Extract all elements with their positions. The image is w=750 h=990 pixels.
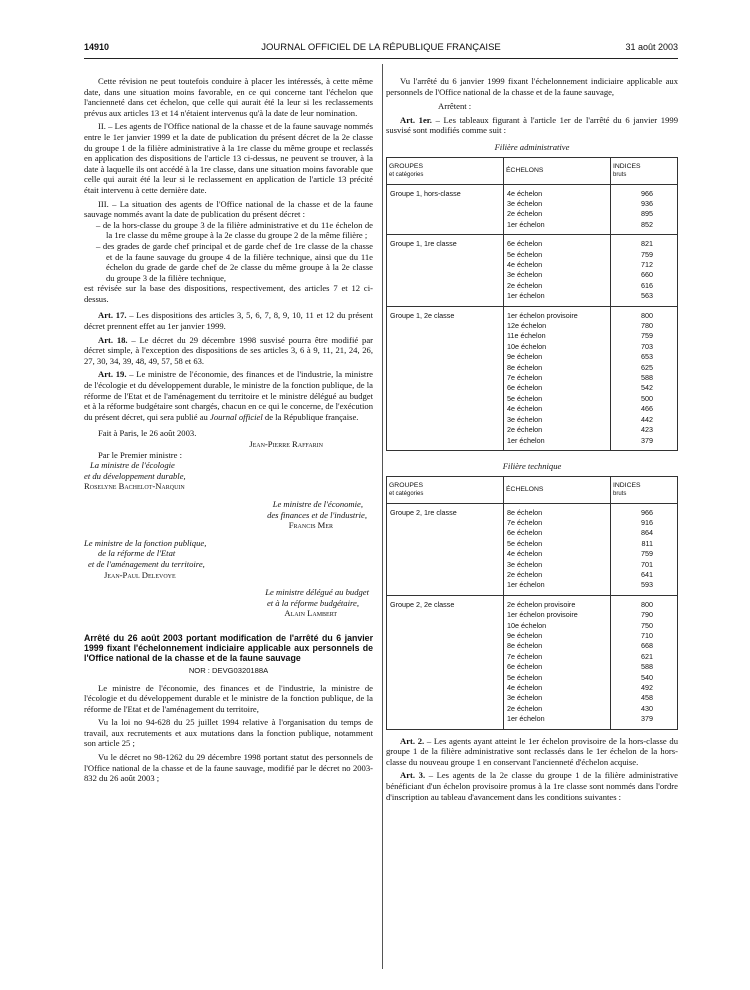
indice-cell (611, 306, 678, 450)
article-18 (84, 335, 373, 367)
indice-value: 710 (641, 630, 653, 640)
indice-value: 759 (641, 549, 653, 559)
signatory-title: La ministre de l'écologie (90, 460, 175, 471)
indice-value: 540 (641, 672, 653, 682)
indice-value: 703 (641, 341, 653, 351)
paragraph: Vu la loi no 94-628 du 25 juillet 1994 relative à l'organisation du temps de travail, aux recrutements et aux mutations dans la fonction publique, notamment son article 25 ; (84, 717, 373, 749)
column-header-echelons: ÉCHELONS (504, 157, 611, 184)
echelon-label: 1er échelon (507, 580, 545, 590)
indice-value: 811 (641, 538, 653, 548)
echelon-label: 4e échelon (507, 549, 543, 559)
echelon-label: 3e échelon (507, 559, 543, 569)
article-2 (386, 736, 678, 768)
echelon-label: 8e échelon (507, 507, 543, 517)
left-column (84, 76, 373, 784)
indice-cell (611, 503, 678, 595)
echelon-label: 4e échelon (507, 188, 543, 198)
indice-value: 588 (641, 373, 653, 383)
article-19 (84, 369, 373, 422)
signatory-title: Le ministre de l'économie, (272, 498, 363, 509)
signatory-title: et de l'aménagement du territoire, (88, 558, 205, 569)
indice-value: 588 (641, 662, 653, 672)
article-label: Art. 2. (400, 735, 425, 746)
signatory-title: et à la réforme budgétaire, (266, 597, 359, 608)
table-row (387, 235, 678, 306)
section-heading-admin: Filière administrative (494, 141, 570, 152)
page-header (84, 42, 678, 56)
echelon-label: 1er échelon provisoire (507, 310, 578, 320)
tech-table (386, 476, 678, 730)
column-header-groupes: GROUPES et catégories (387, 157, 504, 184)
article-text: – Les agents ayant atteint le 1er échelon provisoire de la hors-classe du groupe 1 de la filière administrative sont reclassés dans le 1er échelon de la hors-classe du nouveau groupe 1 en conservant l'ancienneté d'échelon acquise. (386, 735, 678, 767)
echelon-label: 4e échelon (507, 683, 543, 692)
echelon-label: 2e échelon (507, 425, 543, 435)
indice-value: 780 (641, 321, 653, 331)
indice-value: 430 (641, 703, 653, 713)
echelon-label: 2e échelon (507, 703, 543, 713)
article-label: Art. 19. (98, 369, 127, 380)
article-text: – Le décret du 29 décembre 1998 susvisé pourra être modifié par décret simple, à l'exception des dispositions de ses articles 3, 6 à 9, 11, 21, 24, 26, 27, 30, 34, 39, 48, 49, 57, 58 et 63. (84, 334, 373, 366)
indice-value: 800 (641, 599, 653, 609)
indice-value: 542 (641, 383, 653, 393)
indice-cell (611, 595, 678, 729)
paragraph: II. – Les agents de l'Office national de la chasse et de la faune sauvage nommés entre le 1er janvier 1999 et la date de publication du présent décret de la 2e classe du groupe 1 de la filière administrative à la 1re classe du même groupe et reclassés en application des dispositions de l'article 13 ci-dessus, ne peuvent se trouver, à la date à laquelle ils ont accédé à la 1re classe, dans une situation moins favorable que celle qui aurait été la leur si le reclassement en application de l'article 13 précité était intervenu à cette dernière date. (84, 121, 373, 195)
echelon-label: 3e échelon (507, 198, 543, 208)
column-header-groupes: GROUPES et catégories (387, 476, 504, 503)
signatory-title: et du développement durable, (84, 470, 186, 481)
echelon-label: 6e échelon (507, 528, 543, 538)
indice-value: 563 (641, 291, 653, 301)
echelon-label: 5e échelon (507, 393, 543, 403)
indice-value: 821 (641, 239, 653, 249)
article-text: – Le ministre de l'économie, des finances et de l'industrie, la ministre de l'écologie et du développement durable, le ministre de la fonction publique, de la réforme de l'Etat et de l'aménagement du territoire et le ministre délégué au budget et à la réforme budgétaire sont chargés, chacun en ce qui le concerne, de l'exécution du présent décret, qui sera publié au (84, 369, 373, 422)
group-cell (387, 306, 504, 450)
echelon-label: 8e échelon (507, 641, 543, 651)
table-row (387, 595, 678, 729)
signatory-title: des finances et de l'industrie, (267, 509, 367, 520)
indice-value: 800 (641, 310, 653, 320)
indice-value: 712 (641, 260, 653, 269)
echelon-label: 2e échelon (507, 569, 543, 579)
echelon-cell (504, 184, 611, 235)
article-label: Art. 3. (400, 770, 426, 781)
issue-date: 31 août 2003 (625, 42, 678, 52)
indice-value: 759 (641, 249, 653, 259)
signatory-name: Roselyne Bachelot-Narquin (84, 481, 185, 492)
group-cell (387, 235, 504, 306)
column-header-indices: INDICES bruts (611, 157, 678, 184)
indice-value: 895 (641, 209, 653, 219)
journal-officiel: Journal officiel (210, 411, 263, 422)
group-cell (387, 595, 504, 729)
list-item: – des grades de garde chef principal et de garde chef de 1re classe de la chasse et de la faune sauvage du groupe 4 de la filière technique, ainsi que du 11e échelon du grade de garde chef de 2e classe du même groupe à la 2e classe du groupe 3 de la filière technique, (96, 240, 373, 283)
admin-table (386, 157, 678, 451)
echelon-label: 10e échelon (507, 620, 547, 630)
paragraph: Le ministre de l'économie, des finances et de l'industrie, la ministre de l'écologie et du développement durable et le ministre de la fonction publique, de la réforme de l'Etat et de l'aménagement du territoire, (84, 682, 373, 714)
group-label: Groupe 1, 2e classe (390, 310, 455, 320)
indice-value: 458 (641, 693, 653, 703)
signature-pm: Jean-Pierre Raffarin (249, 439, 323, 449)
echelon-label: 7e échelon (507, 517, 543, 527)
echelon-label: 3e échelon (507, 270, 543, 280)
paragraph: Cette révision ne peut toutefois conduire à placer les intéressés, à cette même date, dans une situation moins favorable, en ce qui concerne tant l'échelon que l'ancienneté dans cet échelon, que celle qui aurait été la leur si les reclassements prévus aux articles 13 et 14 n'étaient intervenus qu'à la date de leur nomination. (84, 76, 373, 118)
group-label: Groupe 1, hors-classe (390, 188, 461, 198)
header-rule (84, 58, 678, 59)
section-heading-tech: Filière technique (502, 460, 562, 471)
journal-title: JOURNAL OFFICIEL DE LA RÉPUBLIQUE FRANÇAISE (261, 42, 501, 53)
indice-value: 936 (641, 198, 653, 208)
echelon-cell (504, 503, 611, 595)
paragraph: III. – La situation des agents de l'Office national de la chasse et de la faune sauvage nommés avant la date de publication du présent décret : (84, 198, 373, 220)
article-label: Art. 17. (98, 310, 127, 321)
indice-value: 653 (641, 352, 653, 362)
indice-value: 500 (641, 393, 653, 403)
signatory-title: Le ministre délégué au budget (265, 587, 369, 598)
echelon-label: 5e échelon (507, 249, 543, 259)
paragraph: est révisée sur la base des dispositions, respectivement, des articles 7 et 12 ci-dessus. (84, 283, 373, 304)
indice-value: 593 (641, 580, 653, 590)
article-label: Art. 18. (98, 334, 128, 345)
article-17 (84, 310, 373, 331)
indice-value: 616 (641, 280, 653, 290)
echelon-label: 4e échelon (507, 260, 543, 269)
echelon-label: 10e échelon (507, 341, 547, 351)
list-item: – de la hors-classe du groupe 3 de la filière administrative et du 11e échelon de la 1re classe du même groupe à la 2e classe du groupe 2 de la même filière ; (96, 219, 373, 241)
article-text: – Les agents de la 2e classe du groupe 1 de la filière administrative bénéficiant d'un échelon provisoire promus à la 1re classe sont nommés dans l'ordre d'inscription au tableau d'avancement dans les conditions suivantes : (386, 770, 678, 802)
paragraph: Vu le décret no 98-1262 du 29 décembre 1998 portant statut des personnels de l'Office national de la chasse et de la faune sauvage, modifié par le décret no 2003-832 du 26 août 2003 ; (84, 752, 373, 784)
indice-value: 621 (641, 651, 653, 661)
par-premier-ministre: Par le Premier ministre : (98, 449, 183, 460)
echelon-label: 2e échelon (507, 280, 543, 290)
echelon-label: 1er échelon (507, 435, 545, 445)
group-cell (387, 503, 504, 595)
nor-reference: NOR : DEVG0320188A (188, 665, 269, 675)
indice-cell (611, 184, 678, 235)
signatory-name: Francis Mer (288, 520, 333, 531)
indice-value: 442 (641, 414, 653, 424)
echelon-label: 6e échelon (507, 662, 543, 672)
echelon-label: 8e échelon (507, 362, 543, 372)
echelon-label: 12e échelon (507, 321, 547, 331)
echelon-label: 1er échelon (507, 219, 545, 229)
echelon-label: 1er échelon (507, 291, 545, 301)
paragraph: Vu l'arrêté du 6 janvier 1999 fixant l'échelonnement indiciaire applicable aux personnels de l'Office national de la chasse et de la faune sauvage, (386, 76, 678, 97)
echelon-cell (504, 306, 611, 450)
arrete-title: Arrêté du 26 août 2003 portant modification de l'arrêté du 6 janvier 1999 fixant l'échelonnement indiciaire applicable aux personnels de l'Office national de la chasse et de la faune sauvage (84, 632, 373, 663)
echelon-label: 5e échelon (507, 672, 543, 682)
echelon-label: 2e échelon (507, 209, 543, 219)
indice-value: 660 (641, 270, 653, 280)
echelon-label: 6e échelon (507, 383, 543, 393)
indice-value: 790 (641, 610, 653, 620)
arretent: Arrêtent : (438, 101, 472, 112)
echelon-label: 6e échelon (507, 239, 543, 249)
table-row (387, 306, 678, 450)
fait-a-paris: Fait à Paris, le 26 août 2003. (98, 428, 197, 439)
indice-value: 864 (641, 528, 653, 538)
table-row (387, 503, 678, 595)
echelon-label: 7e échelon (507, 373, 543, 383)
page-number: 14910 (84, 42, 110, 52)
article-3 (386, 770, 678, 802)
indice-value: 625 (641, 362, 653, 372)
indice-value: 423 (641, 425, 653, 435)
echelon-label: 1er échelon provisoire (507, 610, 578, 620)
indice-cell (611, 235, 678, 306)
group-cell (387, 184, 504, 235)
article-text: – Les dispositions des articles 3, 5, 6, 7, 8, 9, 10, 11 et 12 du présent décret prennent effet au 1er janvier 1999. (84, 310, 373, 332)
echelon-label: 1er échelon (507, 714, 545, 724)
indice-value: 492 (641, 683, 653, 692)
group-label: Groupe 2, 2e classe (390, 599, 455, 609)
indice-value: 852 (641, 219, 653, 229)
indice-value: 701 (641, 559, 653, 569)
signatory-title: de la réforme de l'Etat (98, 548, 176, 559)
echelon-label: 4e échelon (507, 404, 543, 414)
indice-value: 379 (641, 435, 653, 445)
signatory-name: Alain Lambert (284, 608, 337, 619)
indice-value: 966 (641, 188, 653, 198)
column-header-echelons: ÉCHELONS (504, 476, 611, 503)
echelon-label: 11e échelon (507, 331, 546, 341)
table-row (387, 184, 678, 235)
article-text: de la République française. (262, 411, 359, 422)
indice-value: 750 (641, 620, 653, 630)
indice-value: 916 (641, 517, 653, 527)
indice-value: 668 (641, 641, 653, 651)
article-1 (386, 115, 678, 136)
column-header-indices: INDICES bruts (611, 476, 678, 503)
signatory-title: Le ministre de la fonction publique, (84, 537, 207, 548)
indice-value: 379 (641, 714, 653, 724)
echelon-cell (504, 595, 611, 729)
article-text: – Les tableaux figurant à l'article 1er de l'arrêté du 6 janvier 1999 susvisé sont modifiés comme suit : (386, 114, 678, 136)
echelon-label: 2e échelon provisoire (507, 599, 576, 609)
indice-value: 466 (641, 404, 653, 414)
column-divider (382, 64, 383, 969)
echelon-label: 3e échelon (507, 414, 543, 424)
group-label: Groupe 1, 1re classe (390, 239, 457, 249)
indice-value: 641 (641, 569, 653, 579)
echelon-label: 3e échelon (507, 693, 543, 703)
group-label: Groupe 2, 1re classe (390, 507, 457, 517)
signatory-name: Jean-Paul Delevoye (104, 569, 176, 580)
echelon-cell (504, 235, 611, 306)
echelon-label: 7e échelon (507, 651, 543, 661)
echelon-label: 5e échelon (507, 538, 543, 548)
indice-value: 966 (641, 507, 653, 517)
right-column (386, 76, 678, 802)
echelon-label: 9e échelon (507, 630, 543, 640)
article-label: Art. 1er. (400, 114, 432, 125)
indice-value: 759 (641, 331, 653, 341)
echelon-label: 9e échelon (507, 352, 543, 362)
